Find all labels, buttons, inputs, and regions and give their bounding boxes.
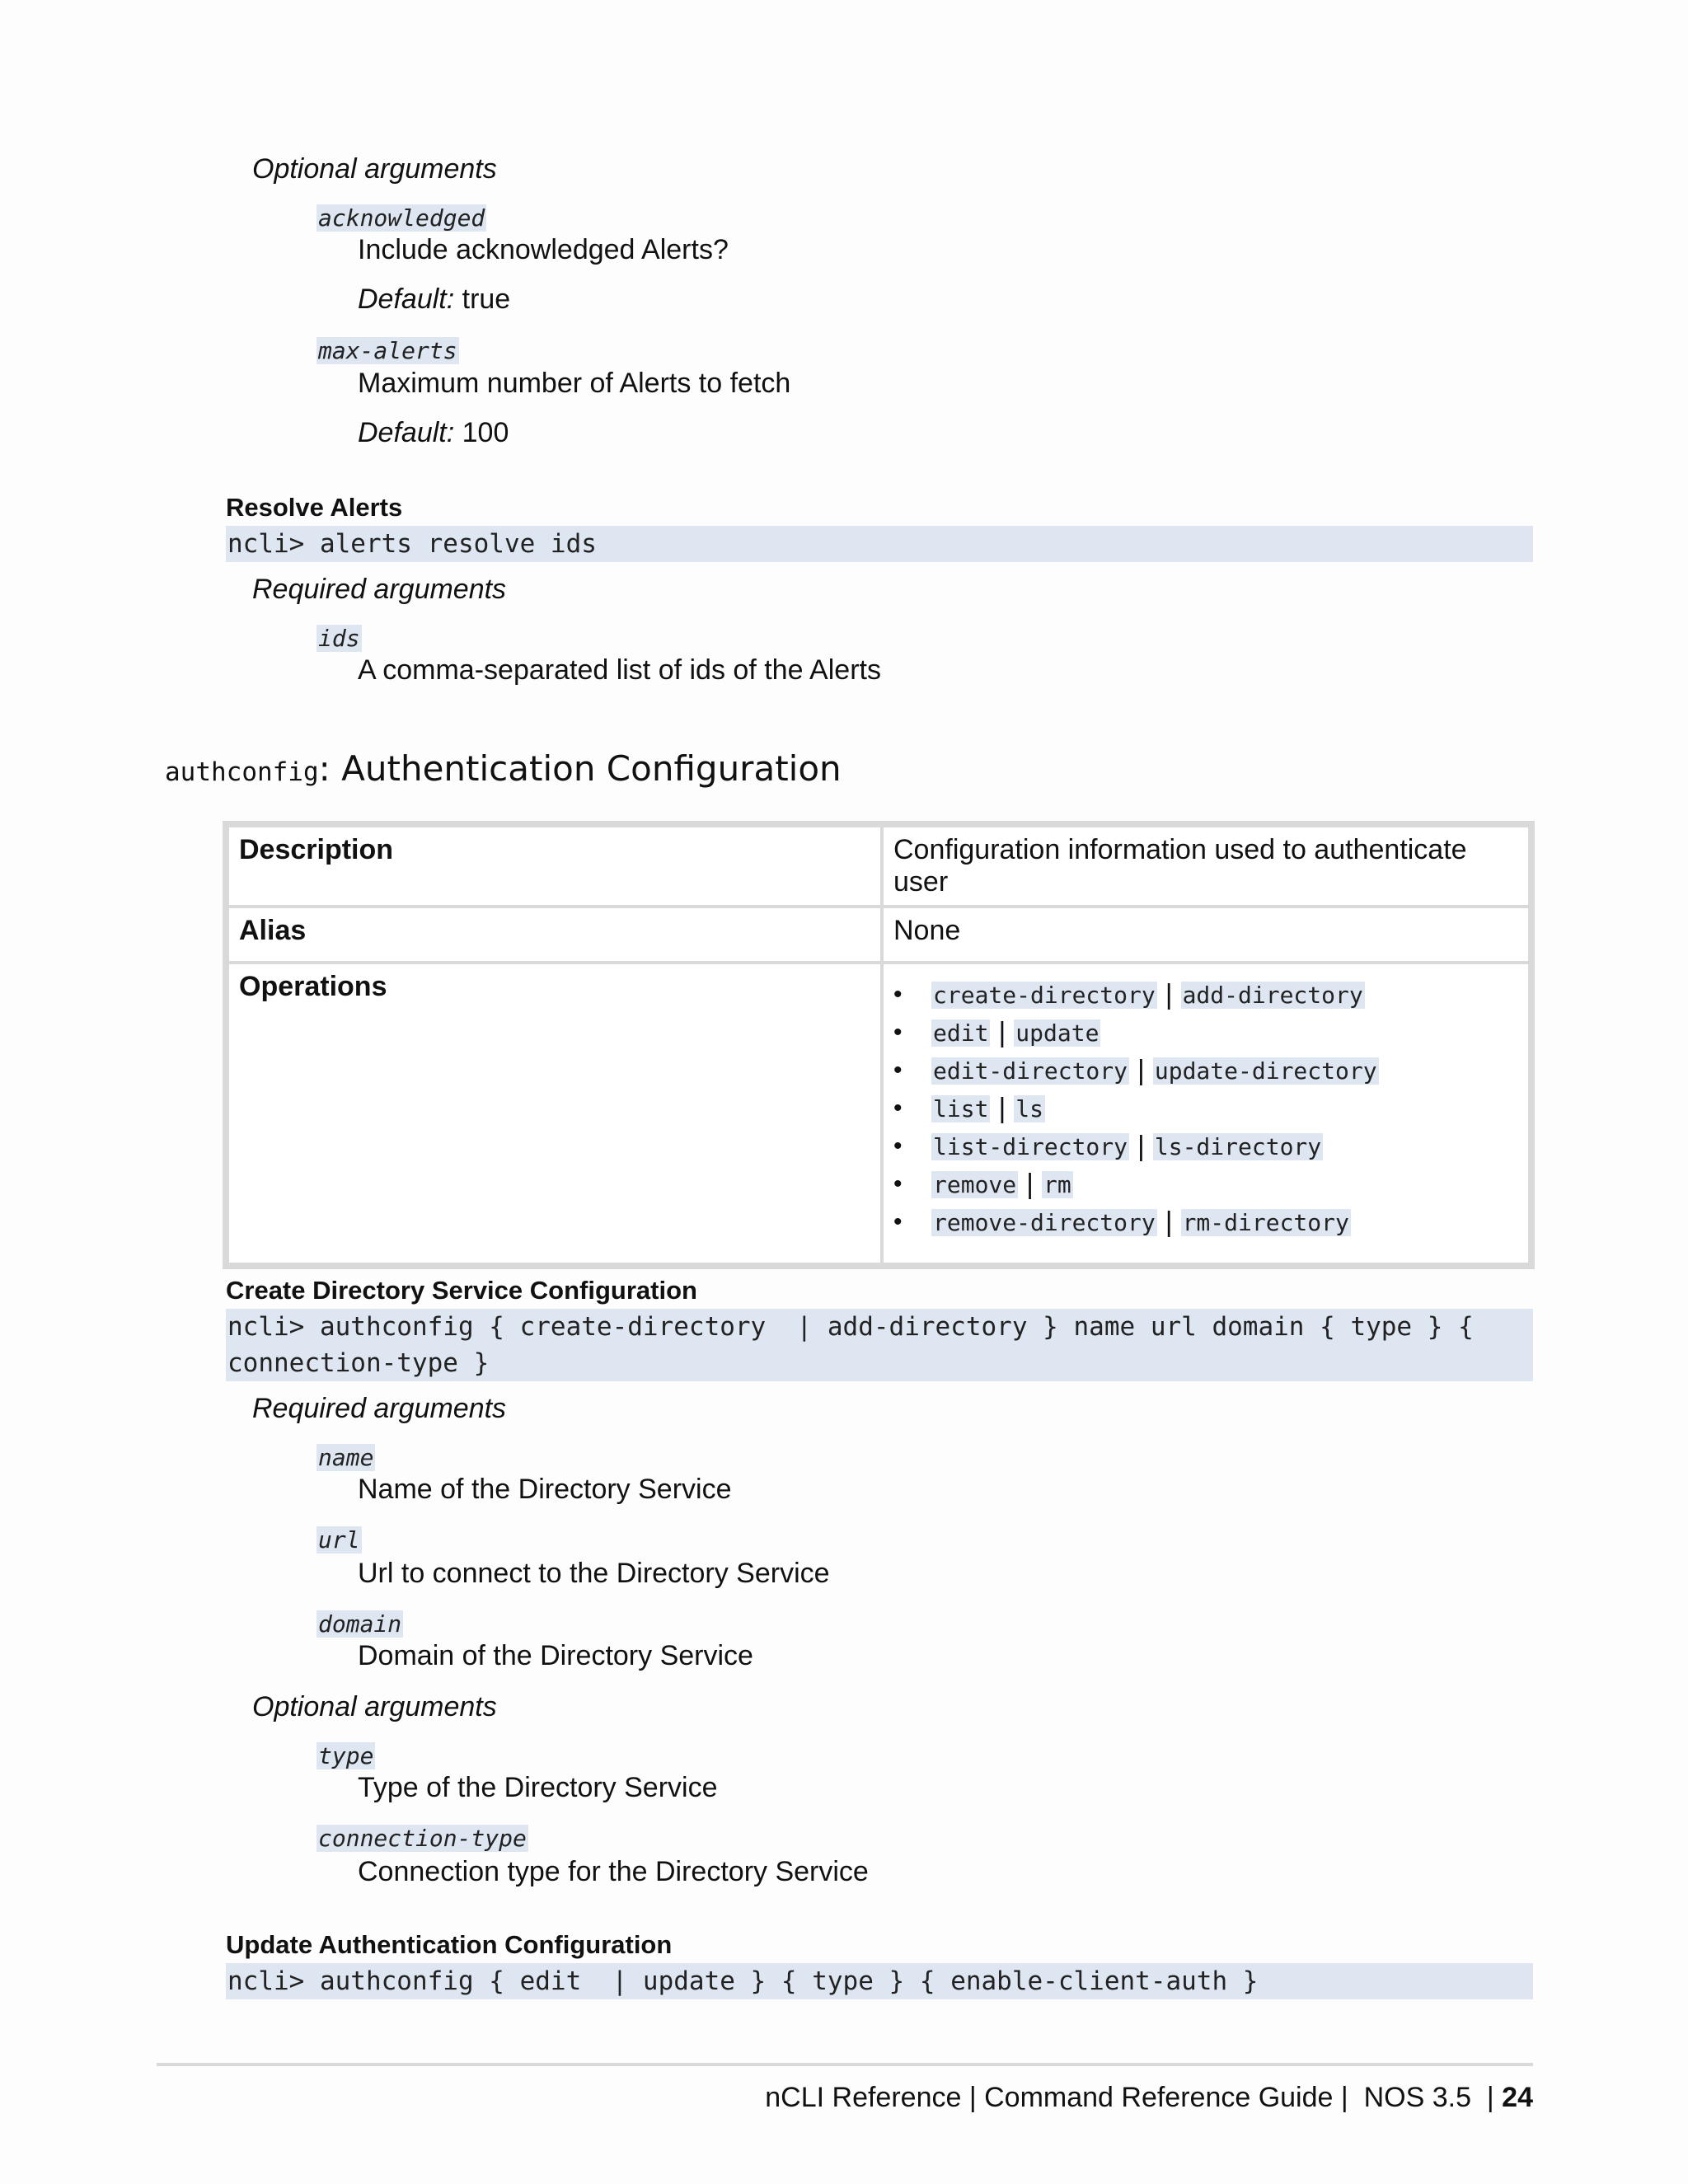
arg-desc-url: Url to connect to the Directory Service	[358, 1558, 830, 1589]
create-directory-command	[226, 1309, 1533, 1381]
bullet: •	[893, 1208, 903, 1235]
resolve-alerts-command: ncli> alerts resolve ids	[226, 526, 1533, 562]
arg-desc-domain: Domain of the Directory Service	[358, 1640, 753, 1671]
list-item	[893, 1014, 1518, 1052]
bullet: •	[893, 981, 903, 1008]
arg-default-max-alerts	[358, 417, 509, 449]
separator: |	[998, 1092, 1006, 1124]
list-item	[893, 1165, 1518, 1203]
arg-desc-ids: A comma-separated list of ids of the Alerts	[358, 654, 881, 686]
bullet: •	[893, 1019, 903, 1046]
required-arguments-heading: Required arguments	[252, 1393, 507, 1424]
arg-desc-max-alerts: Maximum number of Alerts to fetch	[358, 368, 791, 399]
operation-alias: ls-directory	[1154, 1132, 1322, 1160]
operation-alias: update	[1015, 1019, 1100, 1047]
bullet: •	[893, 1132, 903, 1160]
operation-name: list-directory	[933, 1132, 1128, 1160]
operations-cell	[884, 964, 1528, 1263]
create-directory-title: Create Directory Service Configuration	[226, 1276, 697, 1305]
arg-desc-acknowledged: Include acknowledged Alerts?	[358, 234, 729, 265]
operation-name: list	[933, 1094, 989, 1122]
default-value: true	[454, 284, 511, 315]
operations-list	[893, 976, 1518, 1241]
alias-label: Alias	[229, 908, 880, 961]
list-item	[893, 976, 1518, 1014]
operation-alias: update-directory	[1154, 1057, 1377, 1085]
operation-alias: rm	[1043, 1170, 1071, 1198]
operation-name: create-directory	[933, 981, 1156, 1009]
arg-name-domain: domain	[318, 1610, 402, 1638]
arg-desc-type: Type of the Directory Service	[358, 1772, 718, 1803]
operation-name: edit-directory	[933, 1057, 1128, 1085]
optional-arguments-heading: Optional arguments	[252, 153, 497, 185]
operation-alias: ls	[1015, 1094, 1043, 1122]
resolve-alerts-title: Resolve Alerts	[226, 493, 403, 522]
page-footer	[765, 2082, 1533, 2114]
table-row-alias	[229, 908, 1528, 961]
optional-arguments-heading: Optional arguments	[252, 1691, 497, 1722]
arg-name-max-alerts: max-alerts	[318, 337, 457, 364]
separator: |	[1165, 1206, 1173, 1238]
footer-divider	[157, 2063, 1533, 2066]
arg-desc-connection-type: Connection type for the Directory Service	[358, 1856, 869, 1887]
arg-name-connection-type: connection-type	[318, 1825, 527, 1852]
description-value: Configuration information used to authenticate user	[884, 827, 1528, 905]
arg-name-name: name	[318, 1444, 374, 1471]
list-item	[893, 1090, 1518, 1127]
operation-name: remove	[933, 1170, 1017, 1198]
page-number: 24	[1502, 2082, 1533, 2113]
default-label: Default:	[358, 417, 455, 448]
operation-alias: rm-directory	[1182, 1208, 1349, 1236]
bullet: •	[893, 1170, 903, 1197]
separator: |	[1165, 978, 1173, 1010]
default-value: 100	[454, 417, 509, 448]
table-row-operations	[229, 964, 1528, 1263]
section-heading	[165, 748, 842, 789]
bullet: •	[893, 1057, 903, 1084]
separator: |	[1026, 1168, 1034, 1200]
description-label: Description	[229, 827, 880, 905]
list-item	[893, 1203, 1518, 1241]
operation-name: remove-directory	[933, 1208, 1156, 1236]
command-line-2: connection-type }	[227, 1348, 490, 1378]
section-code: authconfig	[165, 757, 319, 787]
footer-text: nCLI Reference | Command Reference Guide | NOS 3.5 |	[765, 2082, 1503, 2113]
arg-name-acknowledged: acknowledged	[318, 204, 485, 232]
arg-name-type: type	[318, 1742, 374, 1769]
list-item	[893, 1127, 1518, 1165]
arg-name-ids: ids	[318, 625, 360, 652]
authconfig-info-table	[223, 821, 1535, 1269]
operation-alias: add-directory	[1182, 981, 1363, 1009]
table-row-description	[229, 827, 1528, 905]
update-auth-command: ncli> authconfig { edit | update } { type } { enable-client-auth }	[226, 1963, 1533, 1999]
arg-desc-name: Name of the Directory Service	[358, 1474, 732, 1505]
command-line-1: ncli> authconfig { create-directory | add-directory } name url domain { type } {	[227, 1312, 1474, 1342]
list-item	[893, 1052, 1518, 1090]
operation-name: edit	[933, 1019, 989, 1047]
separator: |	[998, 1016, 1006, 1048]
bullet: •	[893, 1094, 903, 1122]
separator: |	[1137, 1054, 1145, 1086]
default-label: Default:	[358, 284, 455, 315]
arg-name-url: url	[318, 1526, 360, 1554]
operations-label: Operations	[229, 964, 880, 1263]
section-title: : Authentication Configuration	[318, 748, 842, 789]
alias-value: None	[884, 908, 1528, 961]
update-auth-title: Update Authentication Configuration	[226, 1930, 673, 1959]
separator: |	[1137, 1130, 1145, 1162]
required-arguments-heading: Required arguments	[252, 574, 507, 605]
arg-default-acknowledged	[358, 284, 510, 316]
